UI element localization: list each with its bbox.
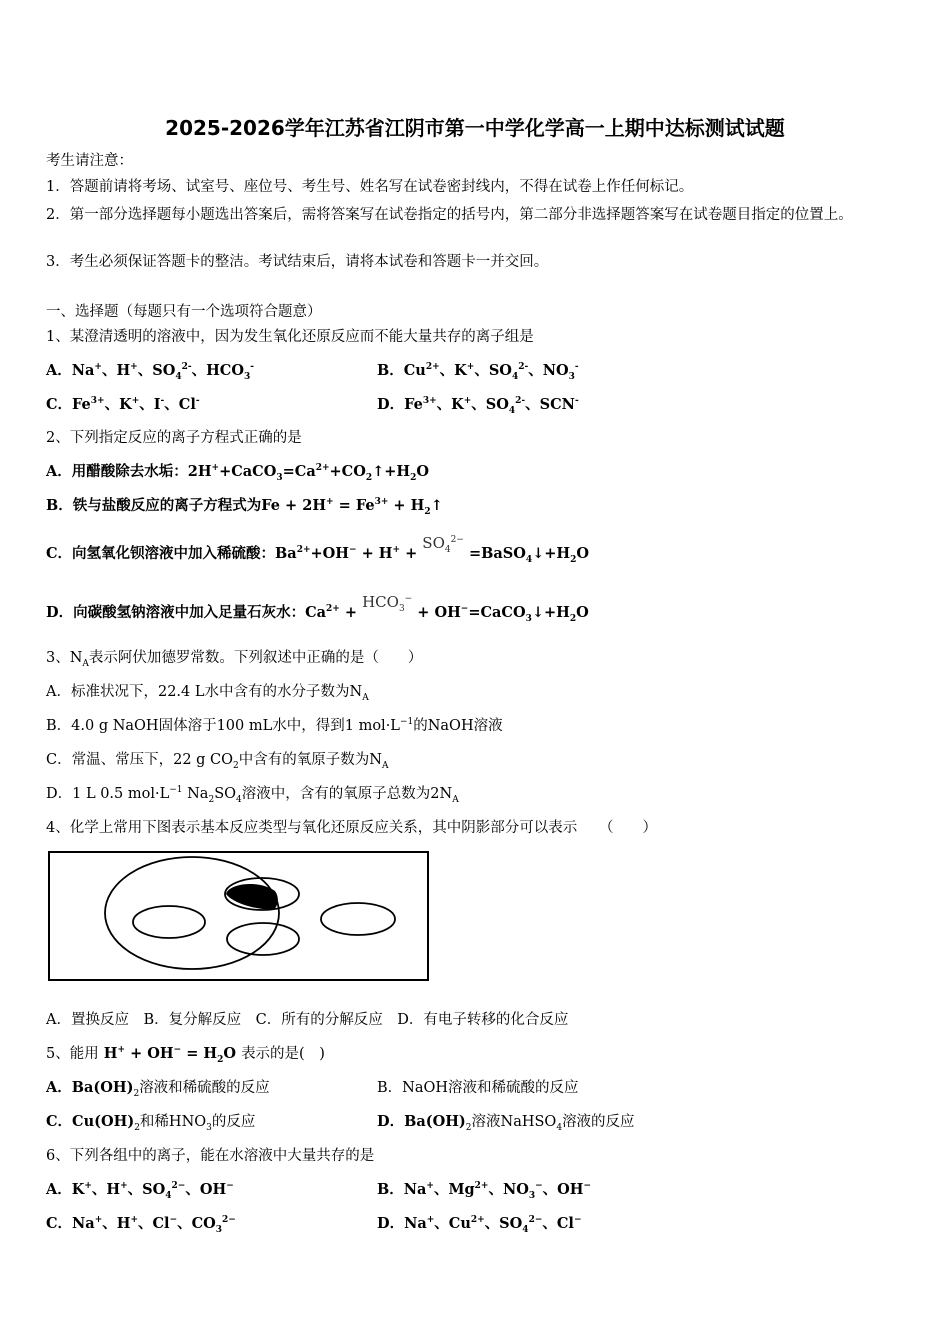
q2-option-b: B．铁与盐酸反应的离子方程式为$Fe + 2H^+ = Fe^{3+}$ + $H_2↑$	[46, 497, 443, 517]
q5-d-tail: 溶液NaHSO	[471, 1114, 557, 1130]
q4-stem: 4、化学上常用下图表示基本反应类型与氧化还原反应关系，其中阴影部分可以表示 （ ）	[46, 820, 657, 836]
q5-stem-tail: 表示的是( )	[241, 1046, 325, 1062]
lower-middle-ellipse	[227, 923, 299, 955]
q5-stem-head: 5、能用	[46, 1046, 99, 1062]
q1-a-label: A．	[46, 362, 72, 379]
q2-c-text: C．向氢氧化钡溶液中加入稀硫酸：	[46, 545, 276, 562]
q6-option-b: B．Na+、$Mg^{2+}$、$NO_3^-$、OH−	[377, 1181, 592, 1201]
q1-option-a: A．Na+、H+、$SO_4^{2-}$、$HCO_3^-$	[46, 362, 254, 382]
q2-b-text: B．铁与盐酸反应的离子方程式为	[46, 497, 262, 514]
q3-d-tail: 溶液中，含有的氧原子总数为2N	[241, 786, 453, 802]
q3-option-c: C．常温、常压下，22 g $CO_2$中含有的氧原子数为$N_A$	[46, 752, 389, 771]
q2-option-d: D．向碳酸氢钠溶液中加入足量石灰水：$Ca^{2+} + HCO_3^-$ + $OH^-=CaCO_3↓+H_2O$	[46, 593, 589, 624]
notice-item-2: 2．第一部分选择题每小题选出答案后，需将答案写在试卷指定的括号内，第二部分非选择题答案写在试卷题目指定的位置上。	[46, 207, 853, 223]
q1-option-b: B．$Cu^{2+}$、K+、$SO_4^{2-}$、$NO_3^-$	[377, 362, 579, 382]
inner-left-ellipse	[133, 906, 205, 938]
page-title: 2025-2026学年江苏省江阴市第一中学化学高一上期中达标测试试题	[165, 116, 785, 140]
q2-a-text: A．用醋酸除去水垢：	[46, 463, 188, 480]
q3-c-tail: 中含有的氧原子数为N	[238, 752, 382, 768]
q5-option-c: C．$Cu(OH)_2$和稀$HNO_3$的反应	[46, 1113, 256, 1133]
q3-b-text: B．4.0 g NaOH固体溶于100 mL水中，得到1 mol·L	[46, 718, 400, 734]
q5-c-text: C．Cu(OH)	[46, 1113, 135, 1130]
q5-option-b: B．NaOH溶液和稀硫酸的反应	[377, 1080, 579, 1096]
notice-heading: 考生请注意：	[46, 153, 133, 169]
q5-a-tail: 溶液和稀硫酸的反应	[139, 1080, 270, 1096]
q2-option-c: C．向氢氧化钡溶液中加入稀硫酸：$Ba^{2+}+OH^- + H^+ + SO_4^{2-}$ $=BaSO_4↓+H_2O$	[46, 534, 590, 565]
q3-a-text: A．标准状况下，22.4 L水中含有的水分子数为N	[46, 684, 363, 700]
q5-stem: 5、能用 $H^+ + OH^- = H_2O$ 表示的是( )	[46, 1045, 325, 1065]
q5-option-d: D．$Ba(OH)_2$溶液NaHSO$_4$溶液的反应	[377, 1113, 635, 1133]
q3-b-tail: 的NaOH溶液	[413, 718, 503, 734]
q3-d-mid: Na	[182, 786, 209, 802]
section-heading: 一、选择题（每题只有一个选项符合题意）	[46, 304, 322, 320]
q5-c-end: 的反应	[211, 1114, 256, 1130]
notice-item-3: 3．考生必须保证答题卡的整洁。考试结束后，请将本试卷和答题卡一并交回。	[46, 254, 549, 270]
q6-option-a: A．K+、H+、$SO_4^{2-}$、OH−	[46, 1181, 234, 1201]
q1-option-d: D．$Fe^{3+}$、K+、$SO_4^{2-}$、SCN-	[377, 396, 579, 416]
q4-options: A．置换反应 B．复分解反应 C．所有的分解反应 D．有电子转移的化合反应	[46, 1012, 569, 1028]
q3-option-d: D．1 L 0.5 $mol\cdot L^{-1}$ $Na_2SO_4$溶液中，含有的氧原子总数为$2N_A$	[46, 785, 459, 805]
q6-option-d: D．Na+、$Cu^{2+}$、$SO_4^{2-}$、Cl−	[377, 1215, 582, 1235]
q1-c-label: C．	[46, 396, 73, 413]
q3-d-text: D．1 L 0.5 mol·L	[46, 786, 170, 802]
q1-option-c: C．$Fe^{3+}$、K+、I-、Cl-	[46, 396, 200, 413]
q1-b-label: B．	[377, 362, 404, 379]
q5-d-end: 溶液的反应	[562, 1114, 635, 1130]
q1-stem: 1、某澄清透明的溶液中，因为发生氧化还原反应而不能大量共存的离子组是	[46, 329, 534, 345]
q3-stem: 3、$N_A$表示阿伏加德罗常数。下列叙述中正确的是（ ）	[46, 650, 423, 669]
q5-d-text: D．Ba(OH)	[377, 1113, 466, 1130]
q2-d-text: D．向碳酸氢钠溶液中加入足量石灰水：	[46, 604, 306, 621]
q5-a-text: A．Ba(OH)	[46, 1079, 134, 1096]
reaction-type-venn-diagram	[48, 851, 429, 981]
q5-option-a: A．$Ba(OH)_2$溶液和稀硫酸的反应	[46, 1079, 270, 1099]
right-ellipse	[321, 903, 395, 935]
q3-option-b: B．4.0 g NaOH固体溶于100 mL水中，得到1 $mol\cdot L^{-1}$的NaOH溶液	[46, 717, 503, 734]
notice-item-1: 1．答题前请将考场、试室号、座位号、考生号、姓名写在试卷密封线内，不得在试卷上作任何标记。	[46, 179, 694, 195]
q2-option-a: A．用醋酸除去水垢：$2H^++CaCO_3=Ca^{2+}+CO_2↑+H_2O$	[46, 463, 430, 483]
q6-option-c: C．Na+、H+、Cl−、$CO_3^{2-}$	[46, 1215, 236, 1235]
q3-stem-text: 表示阿伏加德罗常数。下列叙述中正确的是（ ）	[88, 650, 423, 666]
q2-stem: 2、下列指定反应的离子方程式正确的是	[46, 430, 302, 446]
q3-option-a: A．标准状况下，22.4 L水中含有的水分子数为$N_A$	[46, 684, 369, 703]
q6-stem: 6、下列各组中的离子，能在水溶液中大量共存的是	[46, 1148, 375, 1164]
outer-ellipse	[105, 857, 279, 969]
q5-c-tail: 和稀HNO	[139, 1114, 207, 1130]
q3-c-text: C．常温、常压下，22 g CO	[46, 752, 234, 768]
q1-d-label: D．	[377, 396, 405, 413]
